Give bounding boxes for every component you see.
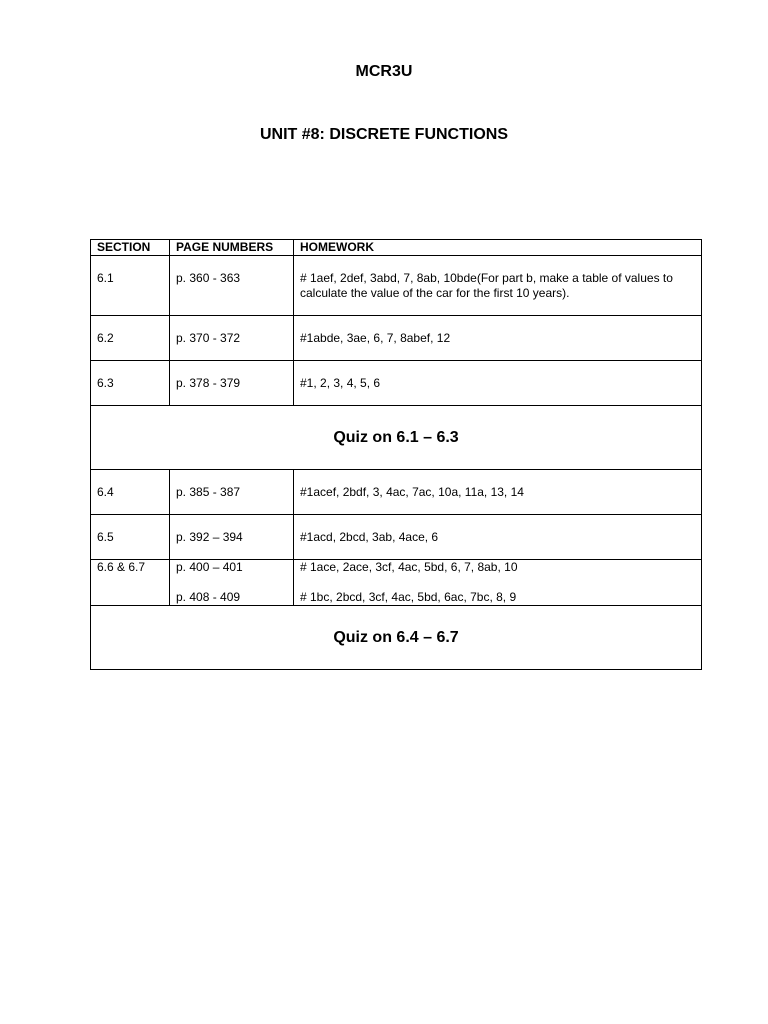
section-cell: 6.3: [91, 361, 170, 406]
header-page-numbers: PAGE NUMBERS: [170, 240, 294, 256]
table-row: [91, 560, 702, 606]
homework-cell: #1, 2, 3, 4, 5, 6: [294, 361, 702, 406]
section-cell: 6.2: [91, 316, 170, 361]
homework-cell: #1acef, 2bdf, 3, 4ac, 7ac, 10a, 11a, 13, 14: [294, 470, 702, 515]
quiz-row: [91, 406, 702, 470]
table-row: [91, 256, 702, 316]
homework-line: # 1ace, 2ace, 3cf, 4ac, 5bd, 6, 7, 8ab, 10: [300, 560, 518, 574]
homework-cell: [294, 560, 702, 606]
homework-cell: #1acd, 2bcd, 3ab, 4ace, 6: [294, 515, 702, 560]
section-cell: 6.1: [91, 256, 170, 316]
quiz-row: [91, 606, 702, 670]
quiz-label: Quiz on 6.4 – 6.7: [91, 606, 702, 670]
course-title: MCR3U: [355, 63, 413, 80]
pages-cell: p. 385 - 387: [170, 470, 294, 515]
pages-cell: p. 370 - 372: [170, 316, 294, 361]
pages-line: p. 408 - 409: [176, 590, 241, 604]
unit-title: UNIT #8: DISCRETE FUNCTIONS: [259, 126, 508, 143]
section-cell: 6.4: [91, 470, 170, 515]
homework-table: [90, 239, 702, 670]
header-section: SECTION: [91, 240, 170, 256]
pages-cell: p. 378 - 379: [170, 361, 294, 406]
table-row: [91, 515, 702, 560]
table-header-row: [91, 240, 702, 256]
section-cell: 6.6 & 6.7: [91, 560, 170, 606]
homework-cell: # 1aef, 2def, 3abd, 7, 8ab, 10bde(For part b, make a table of values to calculate the value of the car for the first 10 years).: [294, 256, 702, 316]
section-cell: 6.5: [91, 515, 170, 560]
pages-cell: [170, 560, 294, 606]
table-row: [91, 316, 702, 361]
homework-cell: #1abde, 3ae, 6, 7, 8abef, 12: [294, 316, 702, 361]
table-row: [91, 470, 702, 515]
table-row: [91, 361, 702, 406]
homework-line: # 1bc, 2bcd, 3cf, 4ac, 5bd, 6ac, 7bc, 8, 9: [300, 590, 517, 604]
quiz-label: Quiz on 6.1 – 6.3: [91, 406, 702, 470]
pages-cell: p. 392 – 394: [170, 515, 294, 560]
header-homework: HOMEWORK: [294, 240, 702, 256]
pages-line: p. 400 – 401: [176, 560, 243, 574]
pages-cell: p. 360 - 363: [170, 256, 294, 316]
